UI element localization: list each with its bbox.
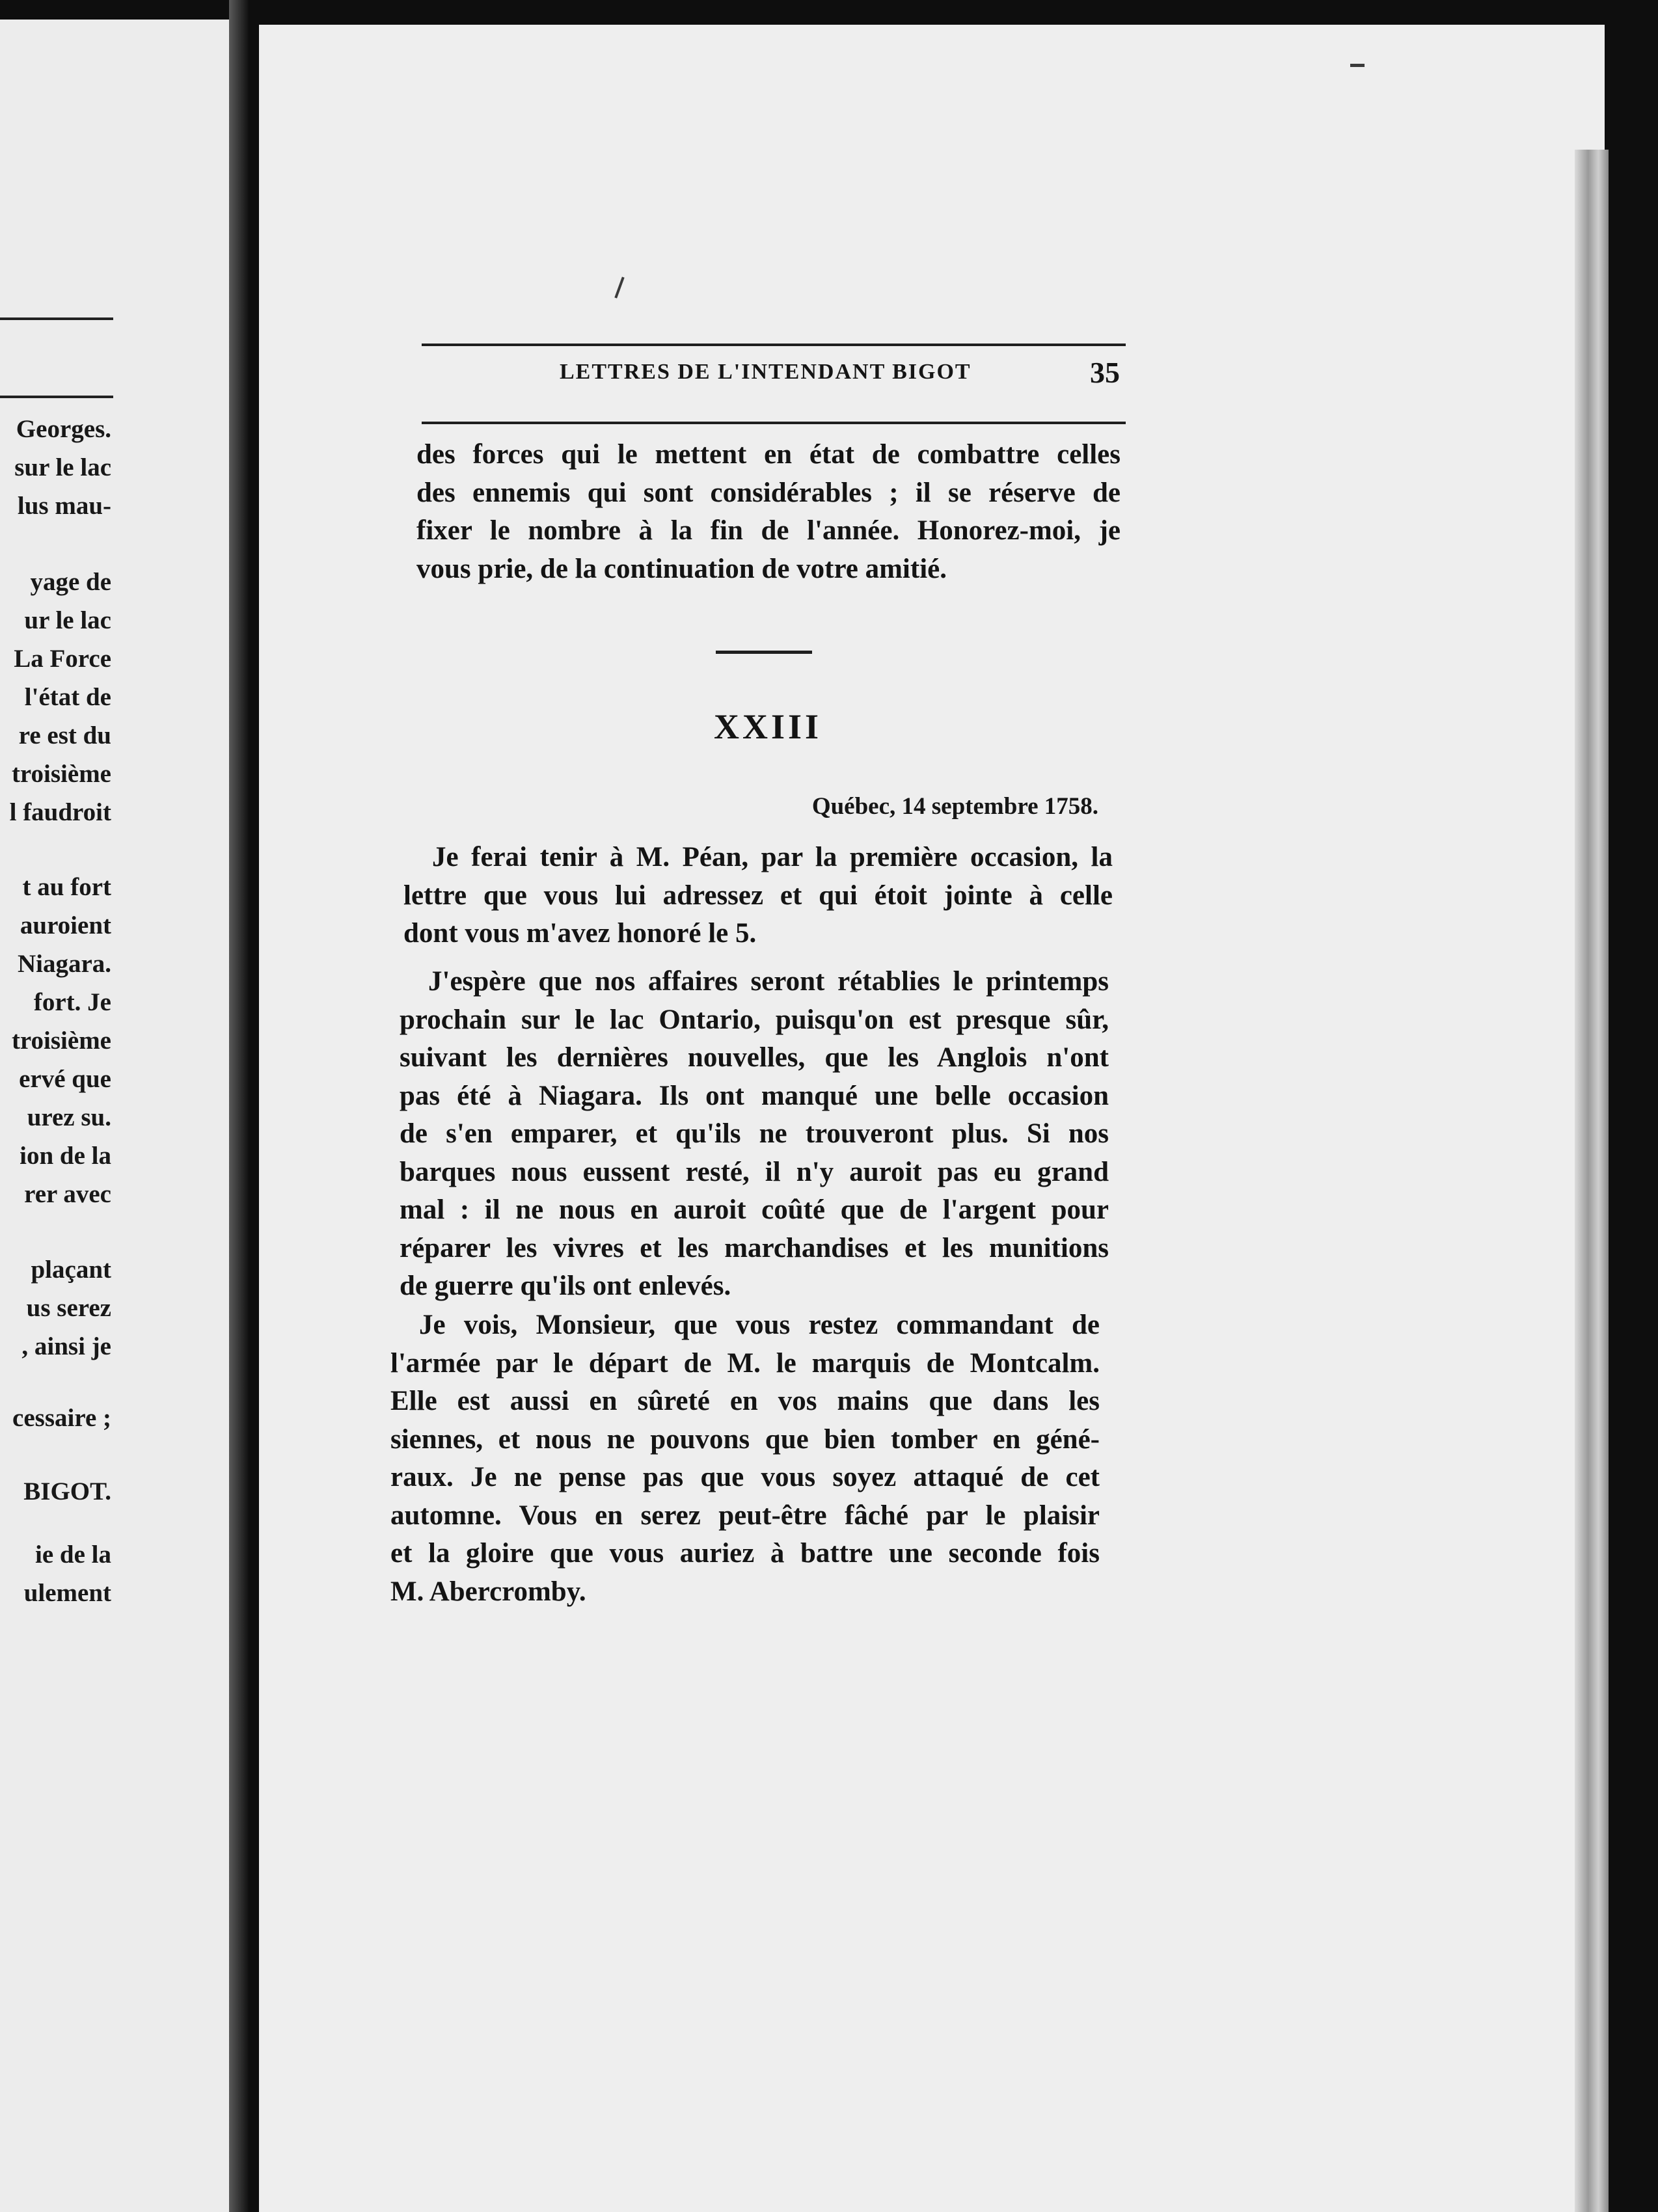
left-page-fragment: rer avec	[24, 1180, 111, 1208]
text-line: fixer le nombre à la fin de l'année. Honorez-moi, je	[416, 515, 1121, 546]
left-page-fragment: ie de la	[35, 1541, 111, 1569]
left-page-fragment: La Force	[14, 645, 111, 673]
page-edge	[1575, 150, 1609, 2212]
text-line: des ennemis qui sont considérables ; il se réserve de	[416, 477, 1121, 508]
text-line: prochain sur le lac Ontario, puisqu'on est presque sûr,	[400, 1004, 1109, 1035]
letter-dateline: Québec, 14 septembre 1758.	[811, 793, 1098, 820]
left-page-fragment: ur le lac	[24, 606, 111, 634]
running-head-title: LETTRES DE L'INTENDANT BIGOT	[560, 360, 972, 384]
text-line: mal : il ne nous en auroit coûté que de l'argent pour	[400, 1194, 1109, 1225]
continuation-paragraph	[416, 436, 1121, 588]
letter-paragraph-1	[403, 839, 1113, 953]
page-number: 35	[1090, 356, 1120, 389]
text-line: J'espère que nos affaires seront rétablies le printemps	[428, 966, 1109, 997]
left-page-fragment: auroient	[20, 911, 111, 939]
letter-paragraph-3	[390, 1306, 1100, 1611]
left-page-fragment: sur le lac	[14, 453, 111, 481]
text-line: barques nous eussent resté, il n'y auroit pas eu grand	[400, 1156, 1109, 1187]
text-line: de s'en emparer, et qu'ils ne trouveront plus. Si nos	[400, 1118, 1109, 1149]
text-line: siennes, et nous ne pouvons que bien tomber en géné-	[390, 1423, 1100, 1455]
text-line: vous prie, de la continuation de votre amitié.	[416, 553, 947, 584]
text-line: l'armée par le départ de M. le marquis de Montcalm.	[390, 1347, 1100, 1379]
text-line: et la gloire que vous auriez à battre une seconde fois	[390, 1538, 1100, 1569]
text-line: Je vois, Monsieur, que vous restez commandant de	[419, 1310, 1100, 1340]
left-page-fragment: us serez	[26, 1294, 111, 1322]
left-facing-page	[0, 20, 239, 2212]
left-page-fragment: ion de la	[20, 1142, 111, 1170]
text-line: pas été à Niagara. Ils ont manqué une belle occasion	[400, 1080, 1109, 1111]
text-line: M. Abercromby.	[390, 1576, 586, 1607]
left-page-fragment: plaçant	[31, 1256, 111, 1284]
text-line: dont vous m'avez honoré le 5.	[403, 918, 757, 949]
left-page-fragment: ulement	[23, 1579, 111, 1607]
text-line: Elle est aussi en sûreté en vos mains que dans les	[390, 1386, 1100, 1416]
left-page-fragment: Georges.	[16, 415, 111, 443]
left-page-fragment: Niagara.	[17, 950, 111, 978]
left-page-fragment: troisième	[11, 1027, 111, 1055]
text-line: raux. Je ne pense pas que vous soyez attaqué de cet	[390, 1462, 1100, 1492]
left-page-fragment: l faudroit	[9, 798, 111, 826]
text-line: automne. Vous en serez peut-être fâché par le plaisir	[390, 1500, 1100, 1531]
left-page-rule-top	[0, 317, 113, 320]
left-page-fragment: re est du	[18, 722, 111, 749]
left-page-fragment: BIGOT.	[23, 1477, 111, 1505]
left-page-fragment: troisième	[11, 760, 111, 788]
book-gutter	[229, 0, 249, 2212]
letter-paragraph-2	[400, 963, 1109, 1306]
left-page-fragment: cessaire ;	[12, 1404, 111, 1432]
text-line: suivant les dernières nouvelles, que les Anglois n'ont	[400, 1042, 1109, 1073]
left-page-fragment: yage de	[30, 568, 111, 596]
text-line: de guerre qu'ils ont enlevés.	[400, 1271, 731, 1301]
left-page-fragment: fort. Je	[33, 988, 111, 1016]
print-speck	[1350, 64, 1365, 67]
left-page-fragment: lus mau-	[17, 492, 111, 520]
left-page-rule-bottom	[0, 396, 113, 398]
text-line: lettre que vous lui adressez et qui étoit jointe à celle	[403, 880, 1113, 911]
left-page-fragment: , ainsi je	[21, 1332, 111, 1360]
text-line: Je ferai tenir à M. Péan, par la première occasion, la	[432, 842, 1113, 872]
header-rule-bottom	[422, 422, 1126, 424]
left-page-fragment: urez su.	[27, 1103, 111, 1131]
left-page-fragment: ervé que	[19, 1065, 111, 1093]
letter-number: XXIII	[713, 707, 822, 746]
header-rule-top	[422, 344, 1126, 346]
section-divider	[716, 651, 812, 654]
left-page-fragment: l'état de	[24, 683, 111, 711]
text-line: des forces qui le mettent en état de combattre celles	[416, 439, 1121, 470]
text-line: réparer les vivres et les marchandises et les munitions	[400, 1232, 1109, 1263]
left-page-fragment: t au fort	[22, 873, 111, 901]
